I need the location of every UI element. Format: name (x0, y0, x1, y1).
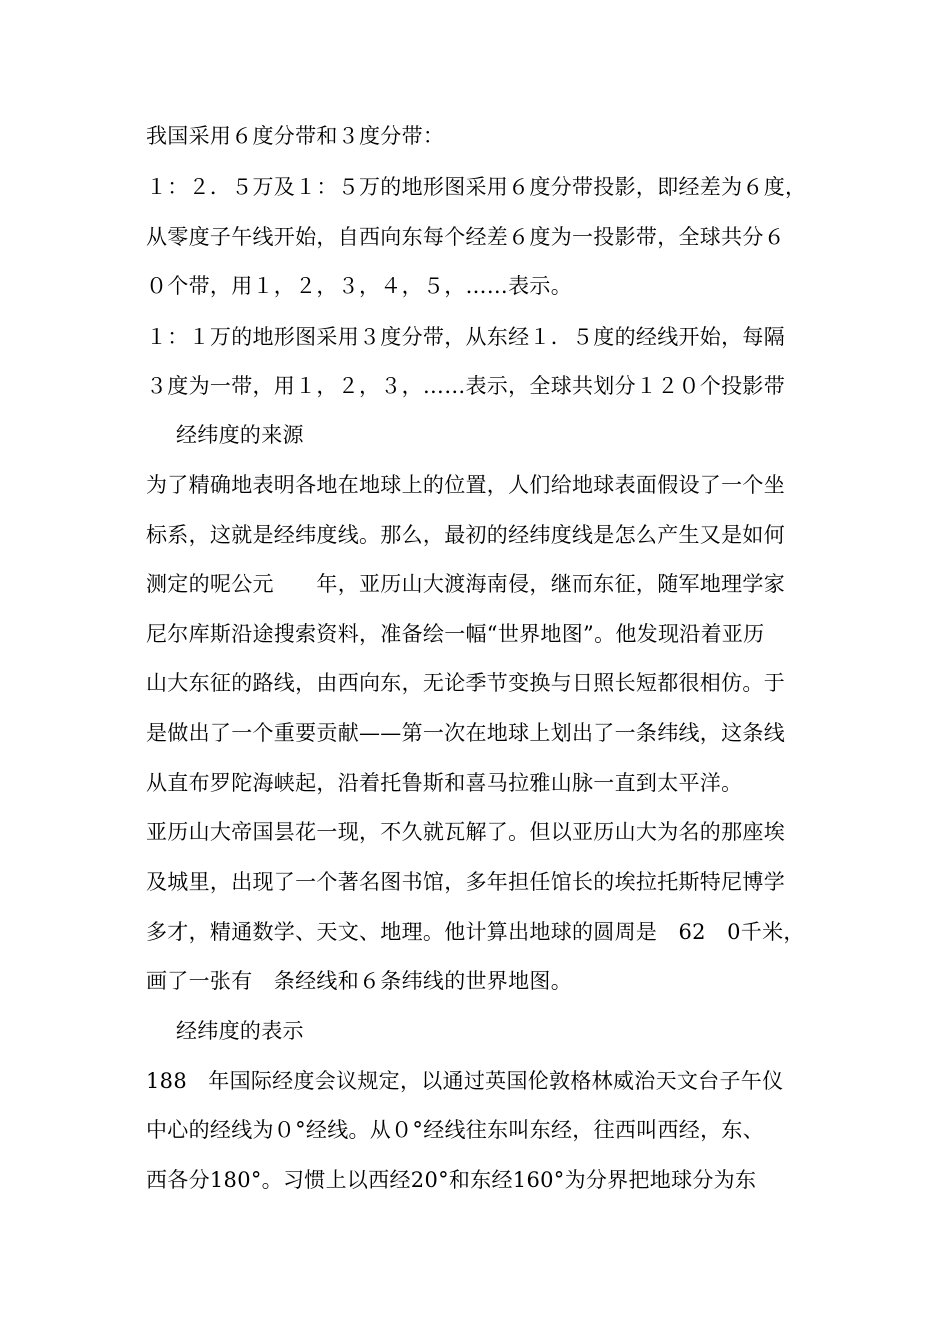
text-line: ３度为一带，用１，２，３，……表示，全球共划分１２０个投影带 (146, 374, 785, 398)
text-line: 从零度子午线开始，自西向东每个经差６度为一投影带，全球共分６ (146, 225, 785, 249)
text-line: 188 年国际经度会议规定，以通过英国伦敦格林威治天文台子午仪 (146, 1069, 784, 1093)
text-line: 为了精确地表明各地在地球上的位置，人们给地球表面假设了一个坐 (146, 473, 785, 497)
text-line: 多才，精通数学、天文、地理。他计算出地球的圆周是 62 0千米， (146, 920, 805, 944)
text-line: 亚历山大帝国昙花一现，不久就瓦解了。但以亚历山大为名的那座埃 (146, 820, 785, 844)
text-line: 尼尔库斯沿途搜索资料，准备绘一幅“世界地图”。他发现沿着亚历 (146, 622, 765, 646)
text-line: 画了一张有 条经线和６条纬线的世界地图。 (146, 969, 572, 993)
text-line: 山大东征的路线，由西向东，无论季节变换与日照长短都很相仿。于 (146, 671, 785, 695)
section-heading: 经纬度的表示 (176, 1019, 304, 1043)
text-line: 及城里，出现了一个著名图书馆，多年担任馆长的埃拉托斯特尼博学 (146, 870, 785, 894)
text-line: 测定的呢公元 年，亚历山大渡海南侵，继而东征，随军地理学家 (146, 572, 785, 596)
text-line: 西各分180°。习惯上以西经20°和东经160°为分界把地球分为东 (146, 1168, 757, 1192)
text-line: ０个带，用１，２，３，４，５，……表示。 (146, 274, 572, 298)
text-line: 从直布罗陀海峡起，沿着托鲁斯和喜马拉雅山脉一直到太平洋。 (146, 771, 743, 795)
section-heading: 经纬度的来源 (176, 423, 304, 447)
text-line: 中心的经线为０°经线。从０°经线往东叫东经，往西叫西经，东、 (146, 1118, 764, 1142)
text-line: 标系，这就是经纬度线。那么，最初的经纬度线是怎么产生又是如何 (146, 523, 785, 547)
text-line: 我国采用６度分带和３度分带： (146, 124, 445, 148)
text-line: 是做出了一个重要贡献——第一次在地球上划出了一条纬线，这条线 (146, 721, 785, 745)
text-line: １：１万的地形图采用３度分带，从东经１．５度的经线开始，每隔 (146, 325, 785, 349)
text-line: １：２．５万及１：５万的地形图采用６度分带投影，即经差为６度， (146, 175, 807, 199)
